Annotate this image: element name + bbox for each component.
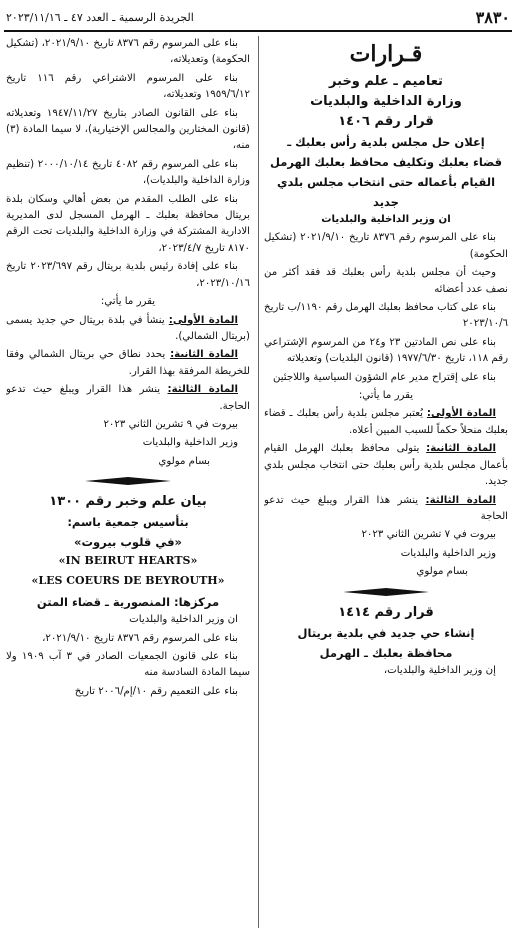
article-label: المادة الثانية:	[426, 443, 496, 455]
ornament-rule-icon	[343, 587, 429, 597]
recital: بناء على المرسوم رقم ٨٣٧٦ تاريخ ٢٠٢١/٩/١٠،	[42, 632, 238, 644]
decision-1406-title-line: قضاء بعلبك وتكليف محافظ بعلبك الهرمل	[269, 155, 503, 169]
association-location: مركزها: المنصورية ـ قضاء المتن	[36, 595, 220, 610]
issue-date: بيروت في ٧ تشرين الثاني ٢٠٢٣	[361, 529, 496, 541]
decides-line: يقرر ما يأتي:	[100, 296, 156, 308]
running-title: الجريدة الرسمية ـ العدد ٤٧ ـ ٢٠٢٣/١١/١٦	[6, 10, 194, 24]
page-number: ٣٨٣٠	[475, 7, 510, 27]
recital: وحيث أن مجلس بلدية رأس بعلبك قد فقد أكثر من نصف عدد أعضائه	[264, 267, 508, 295]
article-text: يُعتبر مجلس بلدية رأس بعلبك ـ قضاء بعلبك منحلاً حكماً للسبب المبين أعلاه.	[264, 408, 508, 436]
article-text: ينشر هذا القرار ويبلغ حيث تدعو الحاجة.	[6, 384, 250, 412]
recital: بناء على قانون الجمعيات الصادر في ٣ آب ١٩٠٩ ولا سيما المادة السادسة منه	[6, 650, 250, 679]
association-name-en: «IN BEIRUT HEARTS»	[58, 554, 198, 568]
recital: بناء على إقتراح مدير عام الشؤون السياسية واللاجئين	[272, 371, 496, 383]
section-ornament	[264, 587, 508, 597]
section-ornament	[6, 476, 250, 486]
decides-line: يقرر ما يأتي:	[358, 390, 414, 402]
recital: بناء على نص المادتين ٢٣ و٢٤ من المرسوم الإشتراعي رقم ١١٨، تاريخ ١٩٧٧/٦/٣٠ (قانون البلديات) وتعديلاته	[264, 336, 508, 365]
recital: بناء على المرسوم رقم ٨٣٧٦ تاريخ ٢٠٢١/٩/١٠، (تشكيل الحكومة) وتعديلاته،	[6, 38, 250, 66]
association-name-fr: «LES COEURS DE BEYROUTH»	[31, 574, 225, 588]
ornament-rule-icon	[85, 476, 171, 486]
decision-1414-number: قرار رقم ١٤١٤	[338, 604, 434, 620]
recital: بناء على إفادة رئيس بلدية بريتال رقم ٢٠٢٣/٦٩٧ تاريخ ٢٠٢٣/١٠/١٦،	[6, 261, 250, 289]
signatory-name: بسام مولوي	[158, 455, 210, 467]
article	[264, 441, 508, 490]
decision-1406-number: قرار رقم ١٤٠٦	[338, 114, 434, 129]
recital: بناء على القانون الصادر بتاريخ ١٩٤٧/١١/٢٧ وتعديلاته (قانون المختارين والمجالس الإختيارية)، لا سيما المادة (٣) منه،	[6, 107, 250, 152]
recital: بناء على كتاب محافظ بعلبك الهرمل رقم ١١٩٠/ب تاريخ ٢٠٢٣/١٠/٦	[264, 302, 508, 330]
issue-date: بيروت في ٩ تشرين الثاني ٢٠٢٣	[103, 418, 238, 430]
association-name-ar: «في قلوب بيروت»	[74, 535, 182, 550]
signatory-title: وزير الداخلية والبلديات	[400, 547, 496, 559]
decision-1414-title-line: إنشاء حي جديد في بلدية بريتال	[297, 625, 475, 640]
article-label: المادة الثالثة:	[425, 494, 496, 506]
left-column	[6, 36, 250, 930]
article-text: يتولى محافظ بعلبك الهرمل القيام بأعمال مجلس بلدية رأس بعلبك حتى انتخاب مجلس بلدي جديد.	[264, 443, 508, 488]
recital: بناء على المرسوم رقم ٨٣٧٦ تاريخ ٢٠٢١/٩/١٠ (تشكيل الحكومة)	[264, 232, 508, 260]
recital: بناء على التعميم رقم ١٠/إم/٢٠٠٦ تاريخ	[74, 685, 238, 697]
article-label: المادة الأولى:	[426, 408, 496, 420]
decision-1414-authority: إن وزير الداخلية والبلديات،	[383, 664, 496, 676]
article	[6, 382, 250, 415]
notice-1300-title: بيان علم وخبر رقم ١٣٠٠	[49, 494, 207, 510]
recital: بناء على المرسوم الاشتراعي رقم ١١٦ تاريخ ١٩٥٩/٦/١٢ وتعديلاته،	[6, 72, 250, 101]
notice-subtitle: بتأسيس جمعية باسم:	[67, 515, 189, 530]
signatory-name: بسام مولوي	[416, 566, 468, 578]
decision-1406-title-line: القيام بأعماله حتى انتخاب مجلس بلدي جديد	[276, 175, 496, 209]
article	[264, 406, 508, 439]
page-header	[6, 6, 510, 28]
article-label: المادة الثانية:	[170, 349, 238, 361]
decision-1406-authority: ان وزير الداخلية والبلديات	[321, 214, 451, 225]
article-label: المادة الثالثة:	[167, 384, 238, 396]
header-rule	[4, 30, 512, 32]
article-text: يحدد نطاق حي بريتال الشمالي وفقا للخريطة المرفقة بهذا القرار.	[6, 349, 250, 377]
article-text: ينشر هذا القرار ويبلغ حيث تدعو الحاجة	[264, 494, 508, 522]
right-column	[264, 36, 508, 930]
subsection-title: تعاميم ـ علم وخبر	[329, 74, 443, 89]
recital: بناء على المرسوم رقم ٤٠٨٢ تاريخ ٢٠٠٠/١٠/١٤ (تنظيم وزارة الداخلية والبلديات)،	[6, 158, 250, 187]
signatory-title: وزير الداخلية والبلديات	[142, 437, 238, 449]
article	[264, 493, 508, 526]
decision-1406-title-line: إعلان حل مجلس بلدية رأس بعلبك ـ	[287, 135, 485, 149]
recital: بناء على الطلب المقدم من بعض أهالي وسكان بلدة بريتال محافظة بعلبك ـ الهرمل المسجل لدى المديرية الادارية المشتركة في وزارة الداخلية والبلديات تحت الرقم ٨١٧٠ تاريخ ٢٠٢٣/٤/٧،	[6, 193, 250, 254]
column-divider	[258, 36, 259, 928]
ministry-title: وزارة الداخلية والبلديات	[310, 94, 462, 109]
article-label: المادة الأولى:	[168, 314, 238, 326]
decision-1414-title-line: محافظة بعلبك ـ الهرمل	[319, 645, 453, 660]
article	[6, 347, 250, 380]
article	[6, 313, 250, 346]
article-text: ينشأ في بلدة بريتال حي جديد يسمى (بريتال الشمالي).	[6, 314, 250, 342]
section-title: قـرارات	[349, 41, 423, 67]
notice-authority: ان وزير الداخلية والبلديات	[129, 614, 238, 626]
